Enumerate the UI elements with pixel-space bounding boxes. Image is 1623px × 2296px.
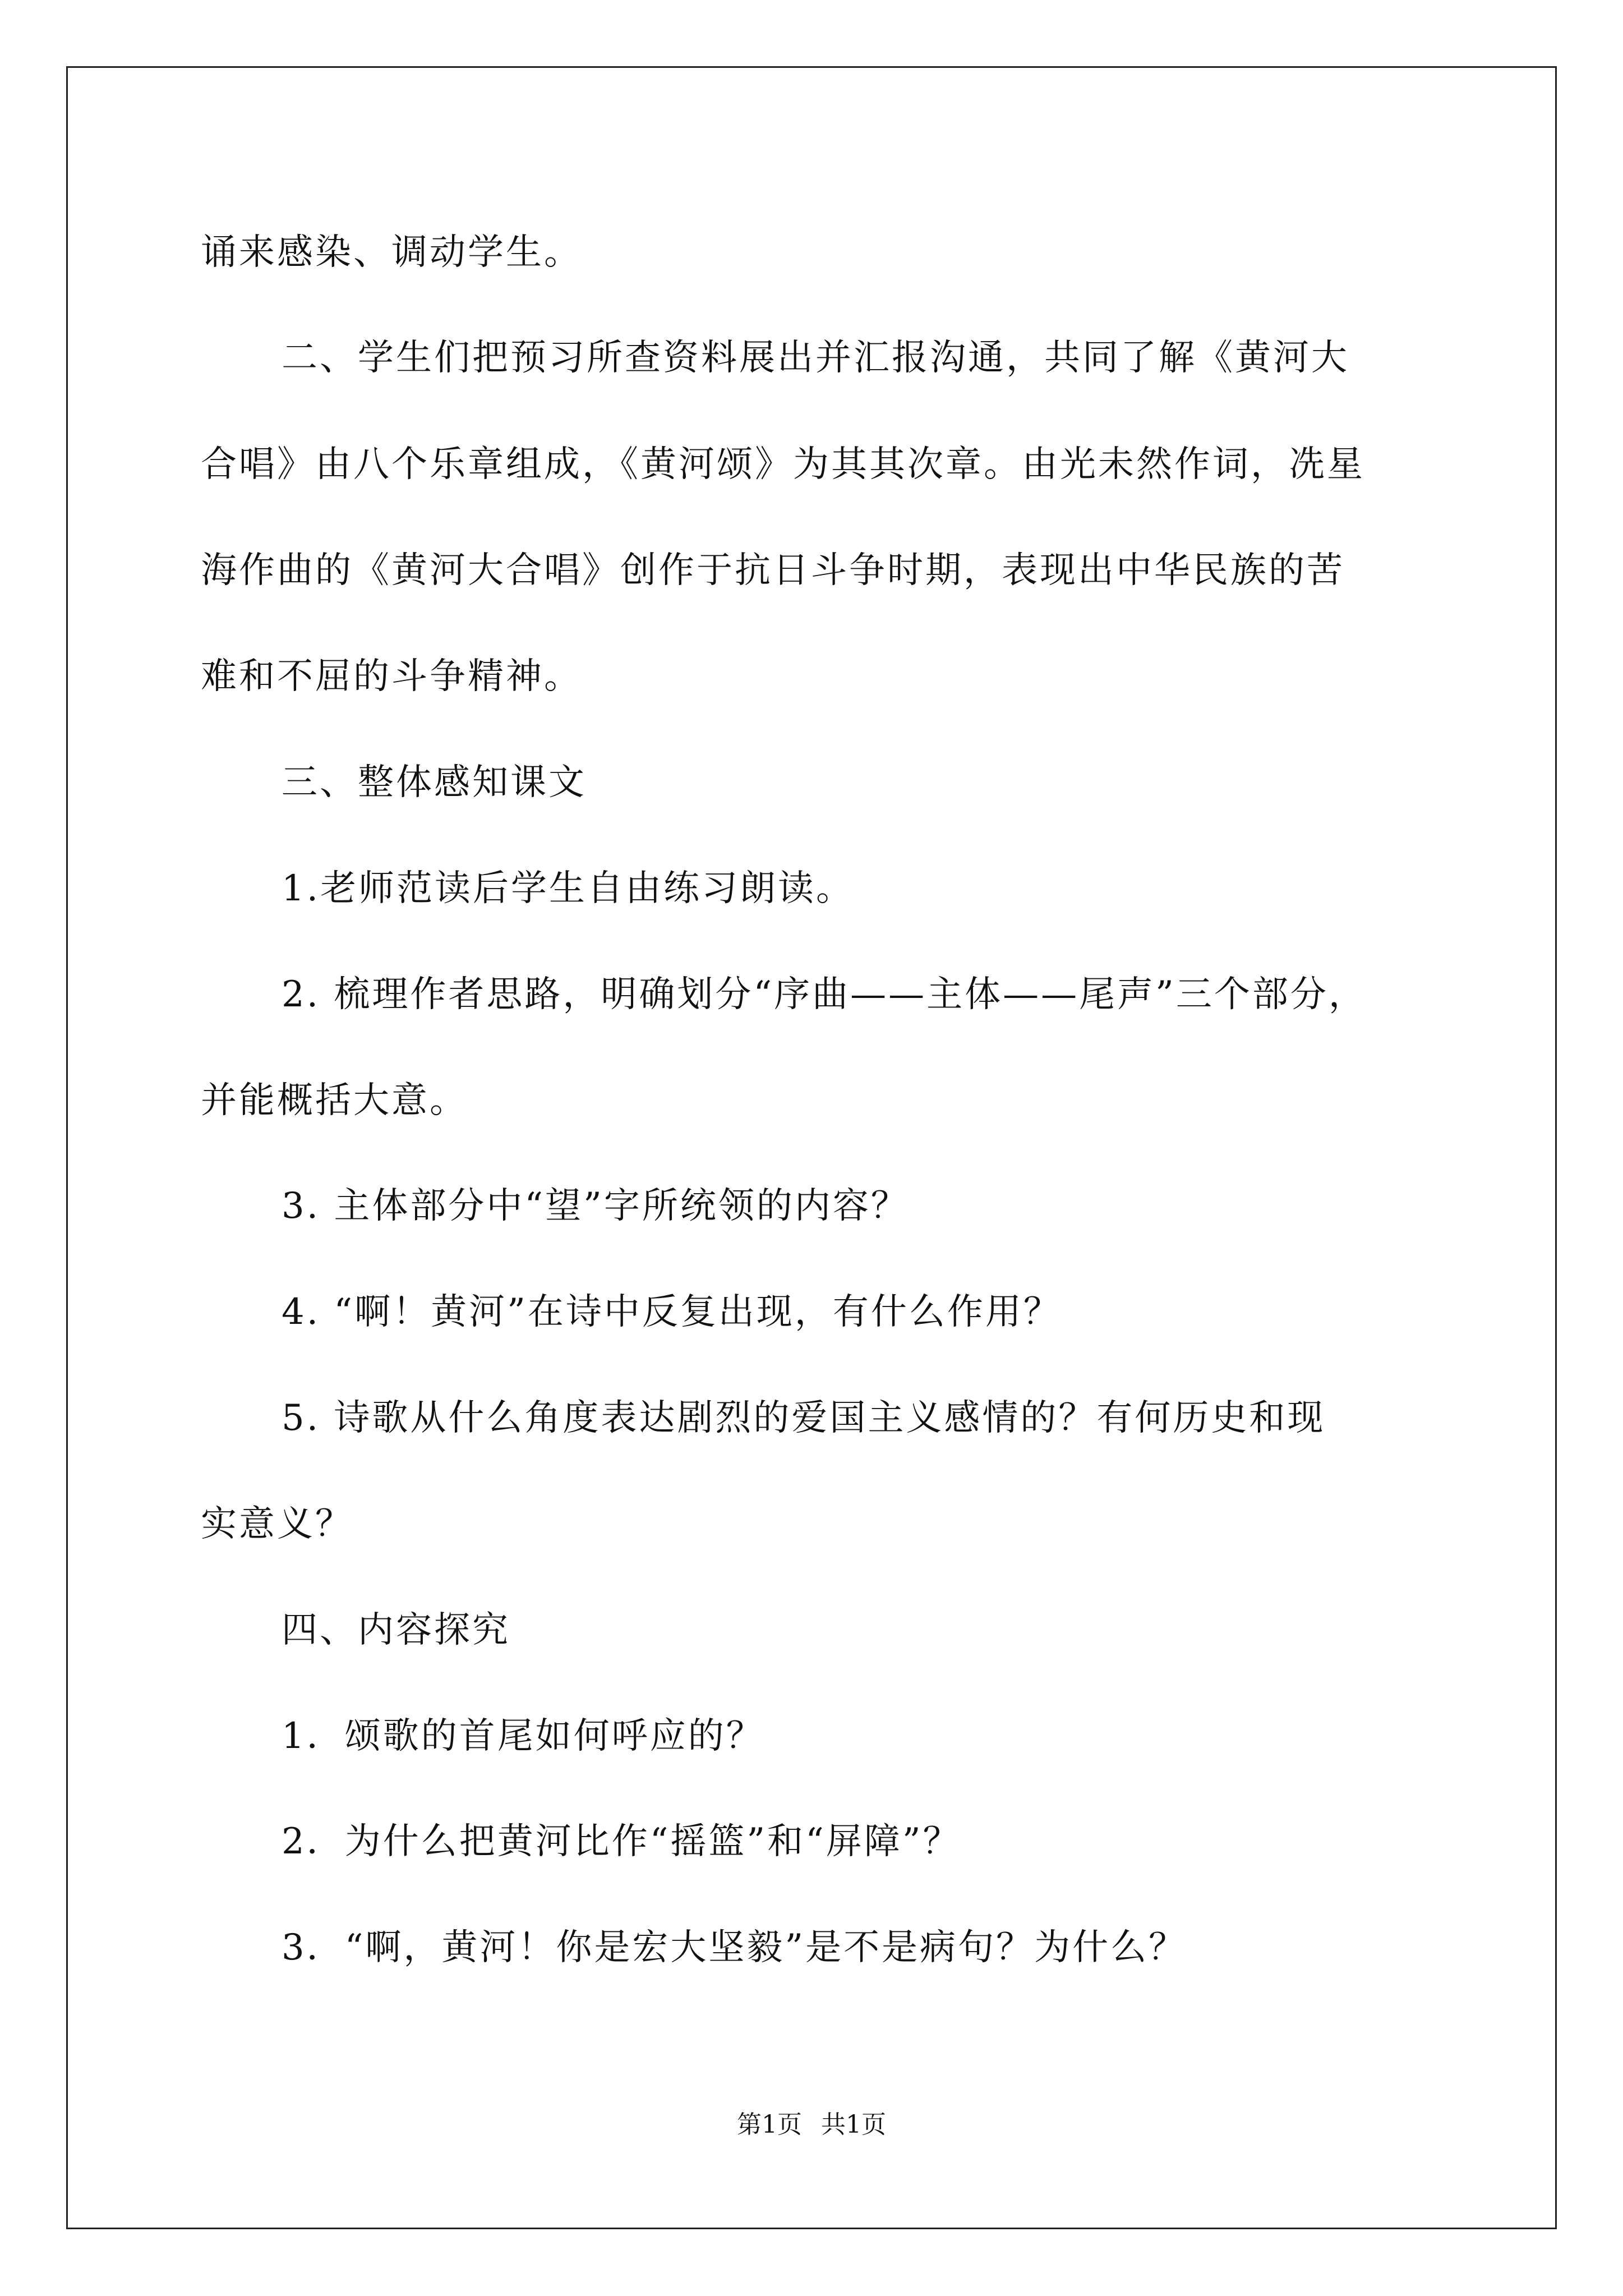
text-line-9: 并能概括大意。	[201, 1080, 468, 1121]
text-line-10: 3. 主体部分中“望”字所统领的内容？	[282, 1185, 909, 1227]
text-line-4: 海作曲的《黄河大合唱》创作于抗日斗争时期，表现出中华民族的苦	[201, 550, 1345, 591]
text-line-2: 二、学生们把预习所查资料展出并汇报沟通，共同了解《黄河大	[282, 337, 1349, 379]
text-line-11: 4. “啊！黄河”在诗中反复出现，有什么作用？	[282, 1291, 1062, 1333]
text-line-1: 诵来感染、调动学生。	[201, 232, 582, 273]
text-line-7: 1.老师范读后学生自由练习朗读。	[282, 868, 855, 909]
page-number: 第1页	[737, 2110, 802, 2139]
page-border	[66, 66, 1557, 2229]
text-line-16: 2．为什么把黄河比作“摇篮”和“屏障”？	[282, 1821, 961, 1862]
text-line-13: 实意义？	[201, 1503, 353, 1545]
section-heading-4: 四、内容探究	[282, 1609, 510, 1651]
page-footer	[0, 2109, 1623, 2141]
text-line-17: 3．“啊，黄河！你是宏大坚毅”是不是病句？为什么？	[282, 1927, 1187, 1968]
text-line-12: 5. 诗歌从什么角度表达剧烈的爱国主义感情的？有何历史和现	[282, 1397, 1326, 1439]
text-line-15: 1．颂歌的首尾如何呼应的？	[282, 1715, 764, 1757]
text-line-3: 合唱》由八个乐章组成，《黄河颂》为其其次章。由光未然作词，冼星	[201, 444, 1365, 485]
text-line-5: 难和不屈的斗争精神。	[201, 656, 582, 697]
section-heading-3: 三、整体感知课文	[282, 762, 587, 803]
text-line-8: 2. 梳理作者思路，明确划分“序曲——主体——尾声”三个部分，	[282, 974, 1367, 1015]
page-total: 共1页	[821, 2110, 886, 2139]
